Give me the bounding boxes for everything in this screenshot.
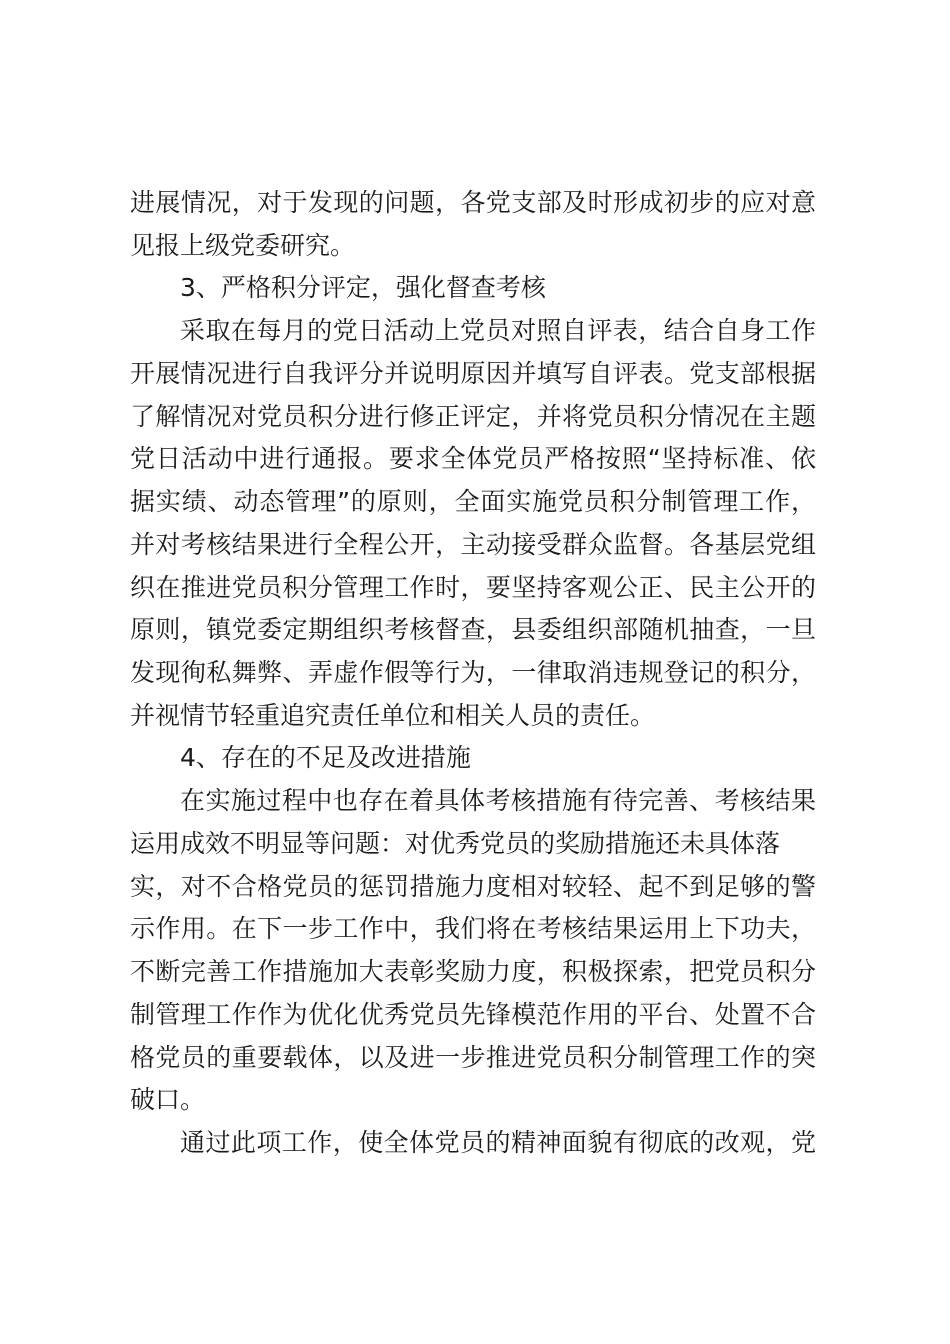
paragraph-line: 原则，镇党委定期组织考核督查，县委组织部随机抽查，一旦 — [130, 615, 816, 644]
paragraph-line: 发现徇私舞弊、弄虚作假等行为，一律取消违规登记的积分， — [130, 658, 816, 687]
paragraph-line: 示作用。在下一步工作中，我们将在考核结果运用上下功夫， — [130, 914, 816, 943]
paragraph-line: 破口。 — [130, 1085, 206, 1114]
paragraph-line: 开展情况进行自我评分并说明原因并填写自评表。党支部根据 — [130, 359, 816, 388]
paragraph-line: 织在推进党员积分管理工作时，要坚持客观公正、民主公开的 — [130, 573, 816, 602]
paragraph-line: 实，对不合格党员的惩罚措施力度相对较轻、起不到足够的警 — [130, 872, 816, 901]
paragraph-line: 见报上级党委研究。 — [130, 231, 356, 260]
section-heading: 3、严格积分评定，强化督查考核 — [180, 273, 546, 302]
section-heading: 4、存在的不足及改进措施 — [180, 743, 471, 772]
paragraph-line: 运用成效不明显等问题：对优秀党员的奖励措施还未具体落 — [130, 829, 781, 858]
paragraph-line: 在实施过程中也存在着具体考核措施有待完善、考核结果 — [180, 786, 816, 815]
paragraph-line: 通过此项工作，使全体党员的精神面貌有彻底的改观，党 — [180, 1128, 816, 1157]
paragraph-line: 进展情况，对于发现的问题，各党支部及时形成初步的应对意 — [130, 188, 816, 217]
paragraph-line: 党日活动中进行通报。要求全体党员严格按照“坚持标准、依 — [130, 444, 816, 473]
paragraph-line: 并对考核结果进行全程公开，主动接受群众监督。各基层党组 — [130, 530, 816, 559]
paragraph-line: 了解情况对党员积分进行修正评定，并将党员积分情况在主题 — [130, 402, 816, 431]
paragraph-line: 采取在每月的党日活动上党员对照自评表，结合自身工作 — [180, 316, 816, 345]
paragraph-line: 格党员的重要载体，以及进一步推进党员积分制管理工作的突 — [130, 1043, 816, 1072]
paragraph-line: 并视情节轻重追究责任单位和相关人员的责任。 — [130, 701, 656, 730]
paragraph-line: 据实绩、动态管理”的原则，全面实施党员积分制管理工作， — [130, 487, 816, 516]
paragraph-line: 不断完善工作措施加大表彰奖励力度，积极探索，把党员积分 — [130, 957, 816, 986]
paragraph-line: 制管理工作作为优化优秀党员先锋模范作用的平台、处置不合 — [130, 1000, 816, 1029]
